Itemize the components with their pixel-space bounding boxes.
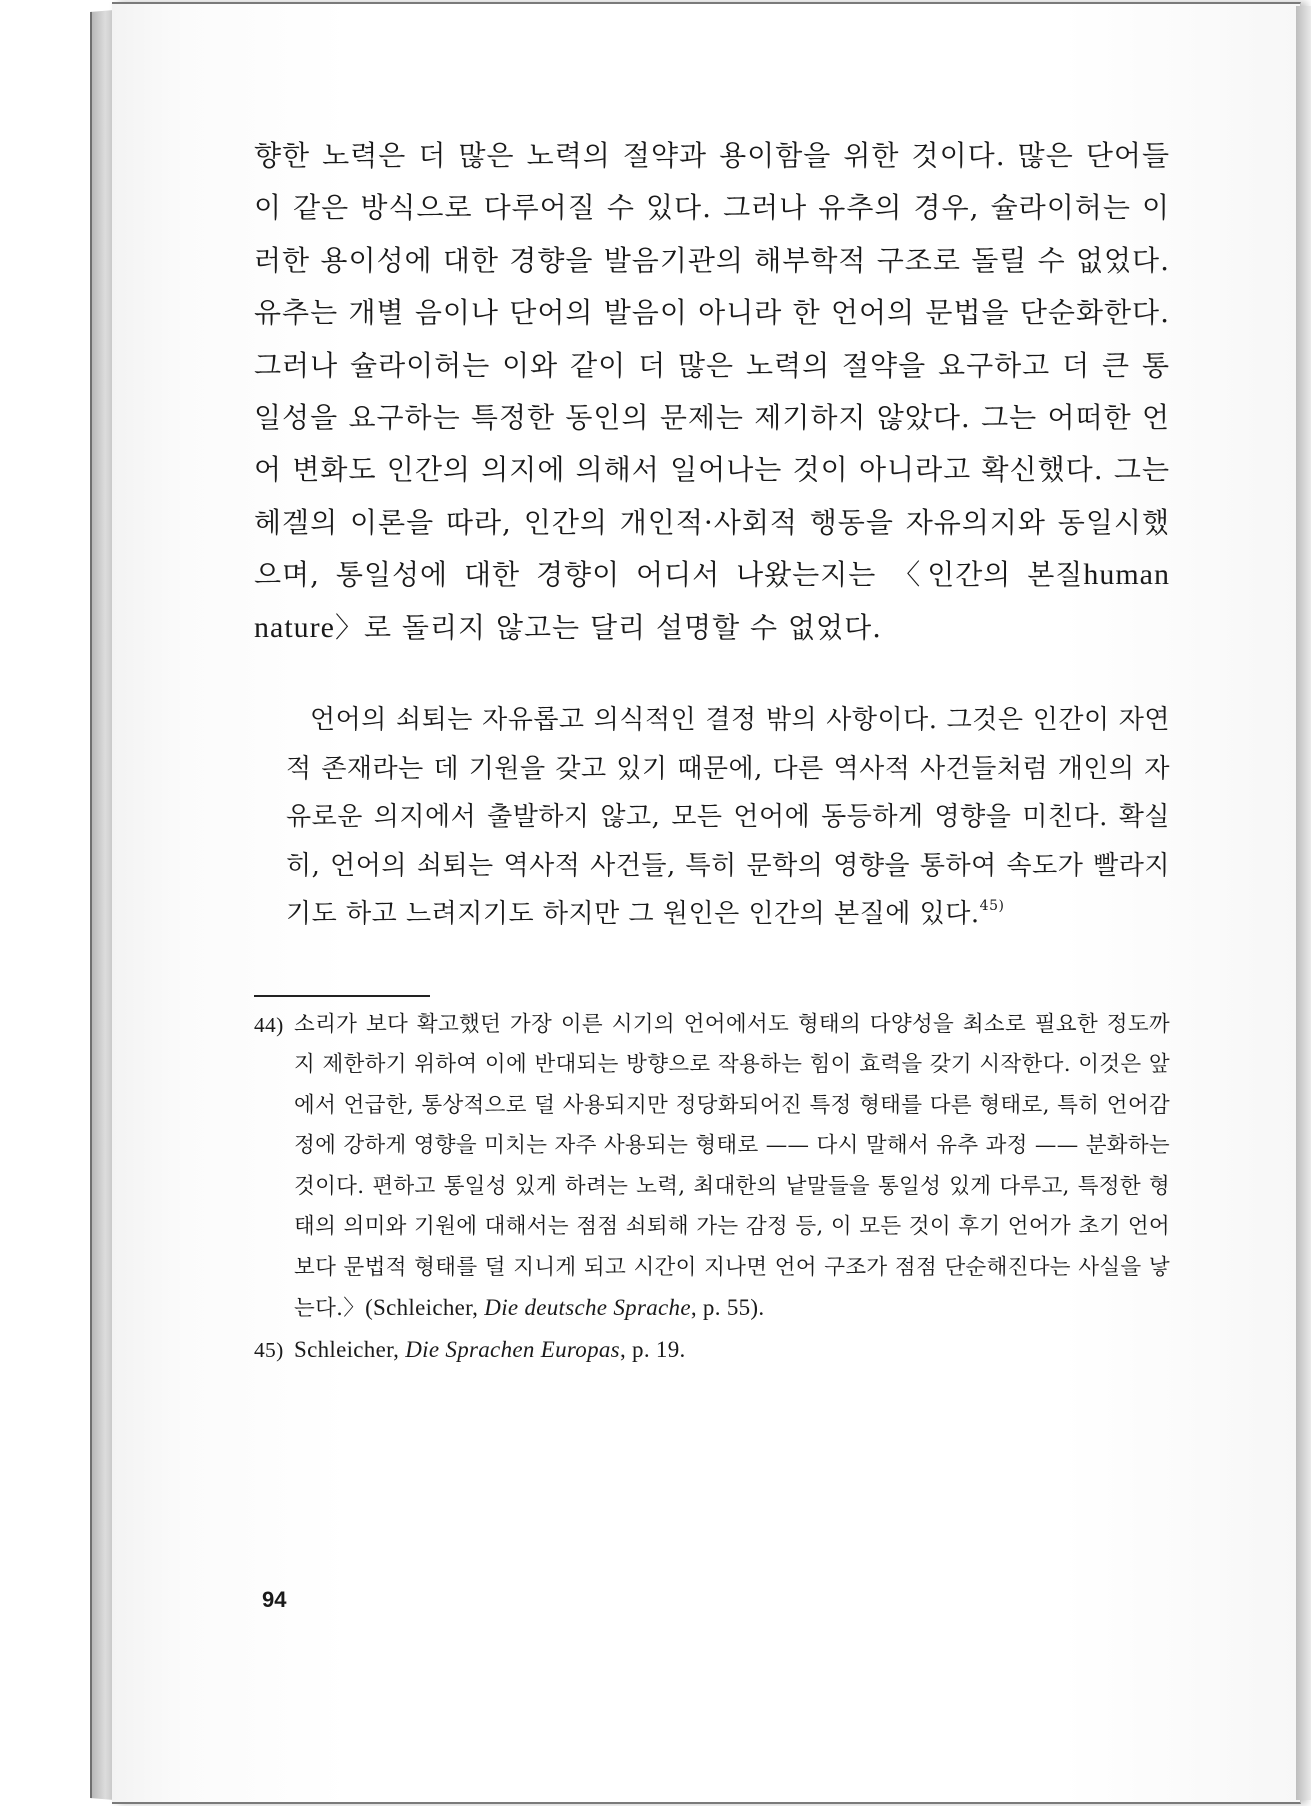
quote-text: 언어의 쇠퇴는 자유롭고 의식적인 결정 밖의 사항이다. 그것은 인간이 자연적 존재라는 데 기원을 갖고 있기 때문에, 다른 역사적 사건들처럼 개인의 자유로운 의지에서 출발하지 않고, 모든 언어에 동등하게 영향을 미친다. 확실히, 언어의 쇠퇴는 역사적 사건들, 특히 문학의 영향을 통하여 속도가 빨라지기도 하고 느려지기도 하지만 그 원인은 인간의 본질에 있다. (286, 705, 1170, 930)
footnote-text: 소리가 보다 확고했던 가장 이른 시기의 언어에서도 형태의 다양성을 최소로 필요한 정도까지 제한하기 위하여 이에 반대되는 방향으로 작용하는 힘이 효력을 갖기 시작한다. 이것은 앞에서 언급한, 통상적으로 덜 사용되지만 정당화되어진 특정 형태를 다른 형태로, 특히 언어감정에 강하게 영향을 미치는 자주 사용되는 형태로 —— 다시 말해서 유추 과정 —— 분화하는 것이다. 편하고 통일성 있게 하려는 노력, 최대한의 낱말들을 통일성 있게 다루고, 특정한 형태의 의미와 기원에 대해서는 점점 쇠퇴해 가는 감정 등, 이 모든 것이 후기 언어가 초기 언어보다 문법적 형태를 덜 지니게 되고 시간이 지나면 언어 구조가 점점 단순해진다는 사실을 낳는다.〉 (294, 1011, 1170, 1322)
footnote-citation: Schleicher, (294, 1336, 406, 1362)
block-quote (286, 696, 1170, 939)
footnote-citation: (Schleicher, (365, 1295, 485, 1321)
footnote-citation-page: , p. 55). (690, 1295, 765, 1321)
body-text: 향한 노력은 더 많은 노력의 절약과 용이함을 위한 것이다. 많은 단어들이 같은 방식으로 다루어질 수 있다. 그러나 유추의 경우, 슐라이허는 이러한 용이성에 대한 경향을 발음기관의 해부학적 구조로 돌릴 수 없었다. 유추는 개별 음이나 단어의 발음이 아니라 한 언어의 문법을 단순화한다. 그러나 슐라이허는 이와 같이 더 많은 노력의 절약을 요구하고 더 큰 통일성을 요구하는 특정한 동인의 문제는 제기하지 않았다. 그는 어떠한 언어 변화도 인간의 의지에 의해서 일어나는 것이 아니라고 확신했다. 그는 헤겔의 이론을 따라, 인간의 개인적·사회적 행동을 자유의지와 동일시했으며, 통일성에 대한 경향이 어디서 나왔는지는 〈인간의 본질 (254, 139, 1170, 592)
footnote-number: 45) (254, 1337, 284, 1362)
footnote-citation-title: Die Sprachen Europas (405, 1336, 620, 1362)
footnote-44 (254, 1005, 1170, 1330)
book-spine (90, 10, 114, 1800)
footnote-45 (254, 1330, 1170, 1372)
page-number: 94 (262, 1587, 287, 1612)
footnote-divider (254, 995, 430, 997)
footnote-citation-page: , p. 19. (619, 1336, 686, 1362)
footnote-citation-title: Die deutsche Sprache (484, 1295, 691, 1321)
page-content (254, 130, 1170, 1371)
footnotes (254, 1005, 1170, 1372)
body-paragraph (254, 130, 1170, 654)
page-edge-shadow (1296, 6, 1311, 1800)
body-text-latin: human nature (254, 558, 1170, 644)
body-text-end: 〉로 돌리지 않고는 달리 설명할 수 없었다. (334, 610, 883, 644)
footnote-number: 44) (254, 1012, 284, 1037)
footnote-ref-45[interactable]: 45) (979, 898, 1005, 915)
